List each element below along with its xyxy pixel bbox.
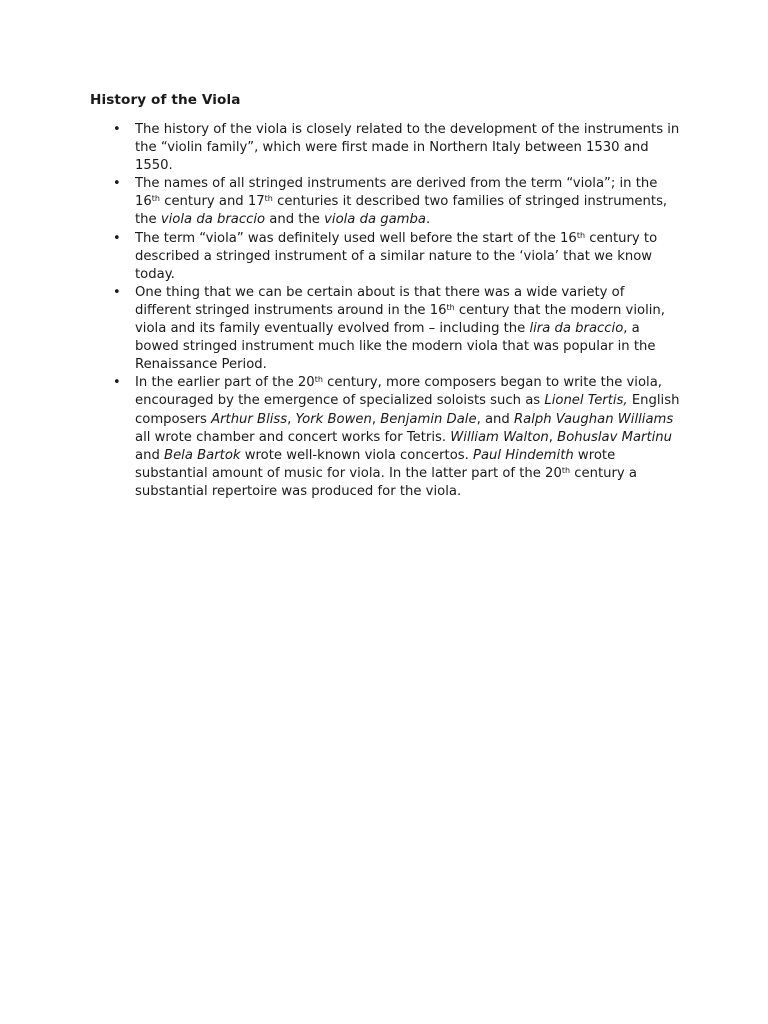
italic-term: Arthur Bliss — [211, 411, 288, 427]
bullet-item — [113, 175, 680, 229]
bullet-item — [113, 121, 680, 175]
italic-term: Bela Bartok — [164, 447, 241, 463]
bullet-text — [135, 284, 680, 374]
italic-term: Lionel Tertis, — [544, 393, 628, 409]
text-run: , — [548, 429, 558, 445]
text-run: . — [425, 212, 431, 228]
ordinal-suffix: th — [314, 375, 323, 385]
text-run: The history of the viola is closely related to the development of the instruments in the “violin family”, which were first made in Northern Italy between 1530 and 1550. — [135, 122, 680, 174]
text-run: century, more composers began to write the viola, encouraged by the emergence of specialized soloists such as — [135, 375, 662, 409]
document-title: History of the Viola — [90, 92, 241, 108]
text-run: century a substantial repertoire was produced for the viola. — [135, 465, 638, 499]
ordinal-suffix: th — [446, 302, 455, 312]
italic-term: Bohuslav Martinu — [557, 429, 673, 445]
italic-term: Ralph Vaughan Williams — [513, 411, 674, 427]
bullet-icon: • — [113, 230, 121, 246]
bullet-text — [135, 175, 680, 229]
text-run: , and — [476, 411, 514, 427]
bullet-icon: • — [113, 176, 121, 192]
text-run: all wrote chamber and concert works for Tetris. — [135, 429, 451, 445]
ordinal-suffix: th — [151, 194, 160, 204]
ordinal-suffix: th — [576, 230, 586, 240]
ordinal-suffix: th — [561, 465, 571, 475]
italic-term: William Walton — [450, 429, 549, 445]
text-run: centuries it described two families of stringed instruments, the — [135, 194, 668, 228]
text-run: In the earlier part of the 20 — [135, 375, 315, 391]
text-run: wrote well-known viola concertos. — [240, 447, 474, 463]
text-run: The term “viola” was definitely used well before the start of the 16 — [135, 230, 577, 246]
text-run: The names of all stringed instruments are derived from the term “viola”; in the 16 — [135, 176, 658, 210]
text-run: One thing that we can be certain about is that there was a wide variety of different stringed instruments around in the 16 — [135, 284, 625, 318]
text-run: century that the modern violin, viola and its family eventually evolved from – including the — [135, 302, 665, 337]
text-run: century and 17 — [160, 194, 265, 210]
bullet-item — [113, 284, 680, 374]
text-run: and — [135, 447, 165, 463]
text-run: English composers — [135, 393, 680, 427]
text-run: century to described a stringed instrument of a similar nature to the ‘viola’ that we know today. — [135, 230, 658, 282]
ordinal-suffix: th — [264, 194, 273, 204]
bullet-text — [135, 121, 680, 175]
italic-term: viola da braccio — [160, 212, 266, 228]
bullet-list — [0, 121, 768, 501]
text-run: and the — [265, 212, 325, 228]
italic-term: Paul Hindemith — [473, 447, 574, 463]
bullet-text — [135, 230, 680, 284]
text-run: , a bowed stringed instrument much like the modern viola that was popular in the Renaissance Period. — [135, 321, 656, 373]
italic-term: Benjamin Dale — [380, 411, 477, 427]
italic-term: viola da gamba — [324, 212, 426, 228]
bullet-item — [113, 374, 680, 501]
italic-term: lira da braccio — [529, 321, 624, 337]
italic-term: York Bowen — [295, 411, 372, 427]
bullet-icon: • — [113, 122, 121, 137]
bullet-text — [135, 374, 680, 501]
text-run: , — [371, 411, 381, 427]
bullet-icon: • — [113, 375, 121, 391]
text-run: wrote substantial amount of music for viola. In the latter part of the 20 — [135, 447, 616, 481]
text-run: , — [287, 411, 296, 427]
bullet-item — [113, 230, 680, 284]
bullet-icon: • — [113, 284, 121, 300]
